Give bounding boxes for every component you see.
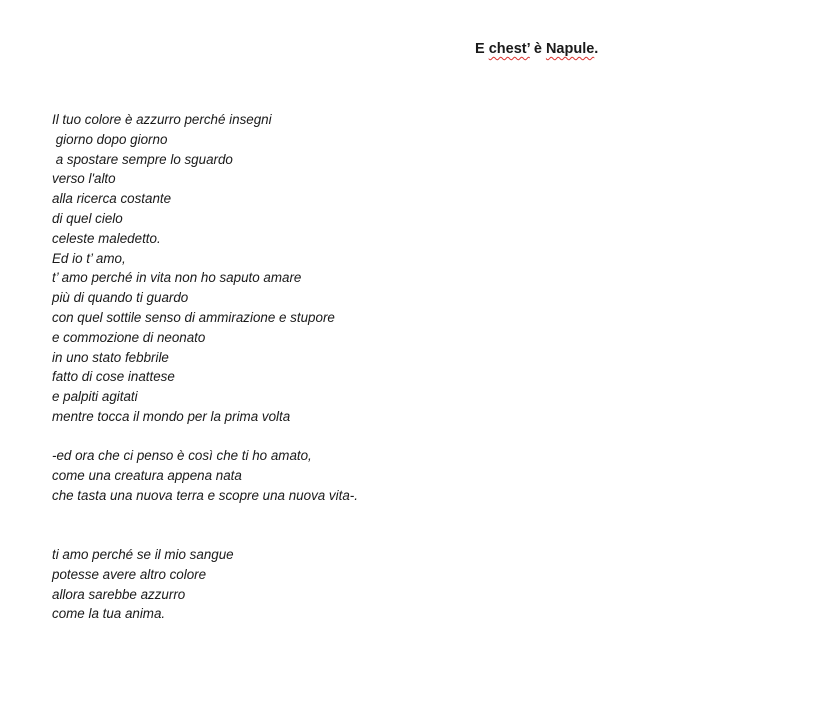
poem-line: ti amo perché se il mio sangue: [52, 547, 234, 562]
poem-line: Il tuo colore è azzurro perché insegni: [52, 112, 272, 127]
poem-line: mentre tocca il mondo per la prima volta: [52, 408, 291, 424]
poem-stanza-1: [52, 110, 335, 427]
poem-line: Ed io t’ amo,: [52, 250, 126, 266]
poem-line: potesse avere altro colore: [52, 566, 207, 582]
poem-line: e commozione di neonato: [52, 329, 206, 345]
poem-line: alla ricerca costante: [52, 191, 172, 207]
title-word-chest-misspelled: chest’: [488, 41, 530, 57]
poem-line: verso l'alto: [52, 171, 116, 187]
poem-line: e palpiti agitati: [52, 389, 138, 405]
poem-line: più di quando ti guardo: [52, 290, 189, 306]
poem-line: giorno dopo giorno: [52, 131, 168, 147]
title-period: .: [594, 41, 599, 57]
title-word-napule-misspelled: Napule: [545, 41, 595, 57]
poem-stanza-3: [52, 545, 234, 624]
poem-line: allora sarebbe azzurro: [52, 586, 186, 602]
poem-line: come una creatura appena nata: [52, 467, 242, 483]
poem-line: -ed ora che ci penso è così che ti ho amato,: [52, 448, 312, 463]
poem-line: in uno stato febbrile: [52, 349, 169, 365]
title-word-e-accent: è: [529, 41, 546, 57]
poem-line: t’ amo perché in vita non ho saputo amare: [52, 270, 302, 286]
title-word-e: E: [475, 41, 489, 57]
poem-line: fatto di cose inattese: [52, 369, 175, 385]
poem-line: celeste maledetto.: [52, 230, 161, 246]
poem-line: come la tua anima.: [52, 606, 166, 622]
poem-line: che tasta una nuova terra e scopre una nuova vita-.: [52, 487, 358, 503]
poem-line: a spostare sempre lo sguardo: [52, 151, 233, 167]
poem-stanza-2: [52, 446, 358, 505]
poem-line: con quel sottile senso di ammirazione e stupore: [52, 309, 335, 325]
poem-line: di quel cielo: [52, 210, 123, 226]
poem-title: [475, 39, 598, 59]
